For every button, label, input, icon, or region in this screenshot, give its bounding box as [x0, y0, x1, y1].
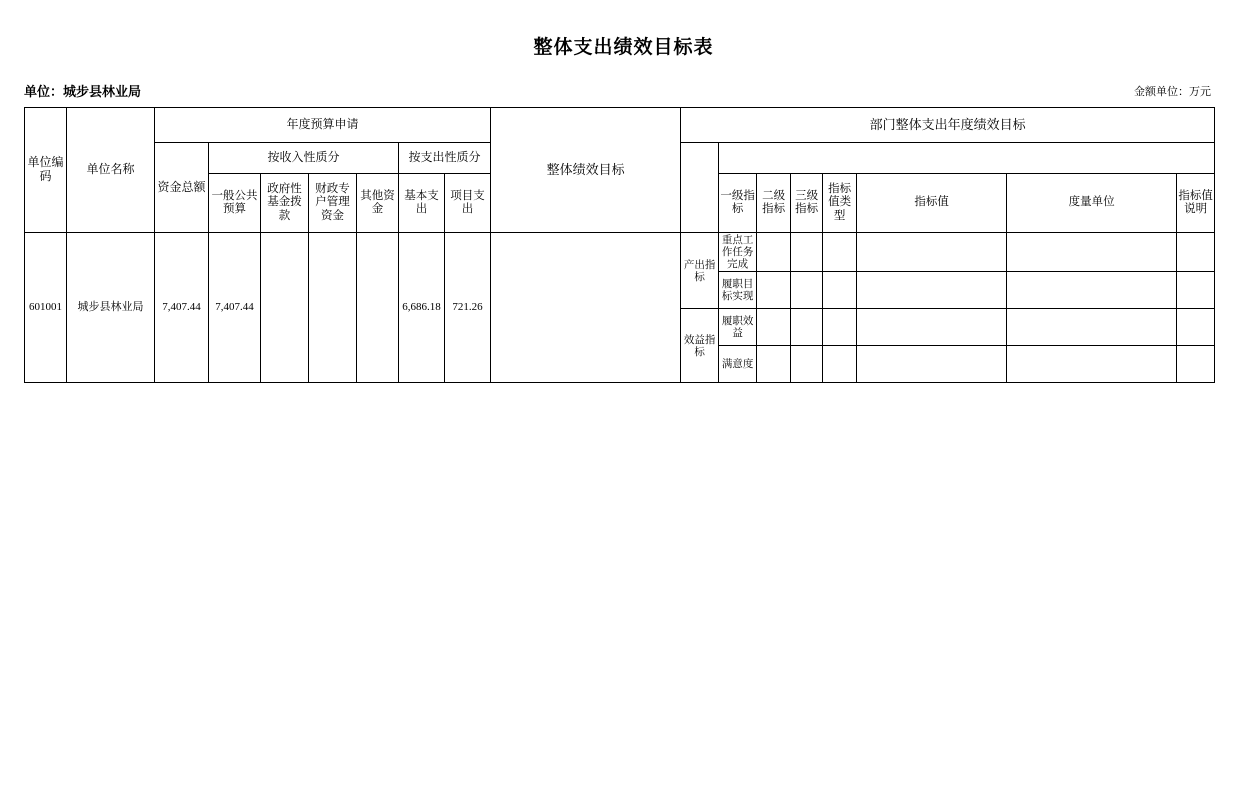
cell-level1-indicator: 效益指标 [681, 309, 719, 383]
th-dept-overall-annual-goal: 部门整体支出年度绩效目标 [681, 108, 1215, 143]
cell-basic-expenditure: 6,686.18 [399, 233, 445, 383]
cell-indicator-value-type [791, 272, 823, 309]
cell-project-expenditure: 721.26 [445, 233, 491, 383]
th-unit-code: 单位编码 [25, 108, 67, 233]
cell-measurement-unit [857, 309, 1007, 346]
cell-indicator-value-type [791, 309, 823, 346]
th-spacer-6 [857, 143, 1007, 174]
cell-indicator-value-note [1007, 309, 1177, 346]
unit-label: 单位：城步县林业局 [24, 84, 142, 99]
th-spacer-2 [719, 143, 757, 174]
cell-indicator-value-note [1007, 233, 1177, 272]
th-fiscal-special-account-funds: 财政专户管理资金 [309, 174, 357, 233]
header-row-1 [25, 108, 1215, 143]
cell-gov-fund-allocation [261, 233, 309, 383]
th-overall-performance-goal: 整体绩效目标 [491, 108, 681, 233]
cell-level1-indicator: 产出指标 [681, 233, 719, 309]
th-spacer-3 [757, 143, 791, 174]
cell-indicator-value [823, 309, 857, 346]
performance-goal-table [24, 107, 1215, 383]
th-spacer-7 [1007, 143, 1177, 174]
th-spacer-4 [791, 143, 823, 174]
cell-indicator-value-note [1007, 272, 1177, 309]
th-general-public-budget: 一般公共预算 [209, 174, 261, 233]
th-by-income-nature: 按收入性质分 [209, 143, 399, 174]
cell-level3-indicator [757, 233, 791, 272]
cell-remark [1177, 233, 1215, 272]
amount-unit-label: 金额单位：万元 [1134, 86, 1211, 98]
th-indicator-value-type: 指标值类型 [823, 174, 857, 233]
th-spacer-5 [823, 143, 857, 174]
meta-row [24, 81, 1223, 101]
th-indicator-value: 指标值 [857, 174, 1007, 233]
cell-indicator-value-type [791, 233, 823, 272]
cell-total-funds: 7,407.44 [155, 233, 209, 383]
cell-indicator-value [823, 233, 857, 272]
cell-measurement-unit [857, 346, 1007, 383]
th-by-expense-nature: 按支出性质分 [399, 143, 491, 174]
th-unit-name: 单位名称 [67, 108, 155, 233]
cell-other-funds [357, 233, 399, 383]
cell-remark [1177, 346, 1215, 383]
th-indicator-value-note: 指标值说明 [1177, 174, 1215, 233]
cell-level2-indicator: 重点工作任务完成 [719, 233, 757, 272]
th-other-funds: 其他资金 [357, 174, 399, 233]
cell-level2-indicator: 履职效益 [719, 309, 757, 346]
cell-remark [1177, 272, 1215, 309]
cell-level3-indicator [757, 346, 791, 383]
cell-level3-indicator [757, 309, 791, 346]
th-project-expenditure: 项目支出 [445, 174, 491, 233]
th-measurement-unit: 度量单位 [1007, 174, 1177, 233]
cell-fiscal-special-account-funds [309, 233, 357, 383]
cell-measurement-unit [857, 272, 1007, 309]
cell-overall-performance-goal [491, 233, 681, 383]
th-basic-expenditure: 基本支出 [399, 174, 445, 233]
cell-unit-code: 601001 [25, 233, 67, 383]
cell-indicator-value-type [791, 346, 823, 383]
cell-measurement-unit [857, 233, 1007, 272]
cell-indicator-value [823, 346, 857, 383]
cell-level2-indicator: 满意度 [719, 346, 757, 383]
th-spacer-8 [1177, 143, 1215, 174]
cell-remark [1177, 309, 1215, 346]
cell-general-public-budget: 7,407.44 [209, 233, 261, 383]
cell-indicator-value-note [1007, 346, 1177, 383]
cell-indicator-value [823, 272, 857, 309]
th-spacer-dept [681, 143, 719, 233]
th-level1-indicator: 一级指标 [719, 174, 757, 233]
cell-level3-indicator [757, 272, 791, 309]
th-gov-fund-allocation: 政府性基金拨款 [261, 174, 309, 233]
th-level2-indicator: 二级指标 [757, 174, 791, 233]
page-title: 整体支出绩效目标表 [533, 37, 714, 58]
th-annual-budget-request: 年度预算申请 [155, 108, 491, 143]
cell-unit-name: 城步县林业局 [67, 233, 155, 383]
th-total-funds: 资金总额 [155, 143, 209, 233]
table-row [25, 233, 1215, 272]
cell-level2-indicator: 履职目标实现 [719, 272, 757, 309]
th-level3-indicator: 三级指标 [791, 174, 823, 233]
